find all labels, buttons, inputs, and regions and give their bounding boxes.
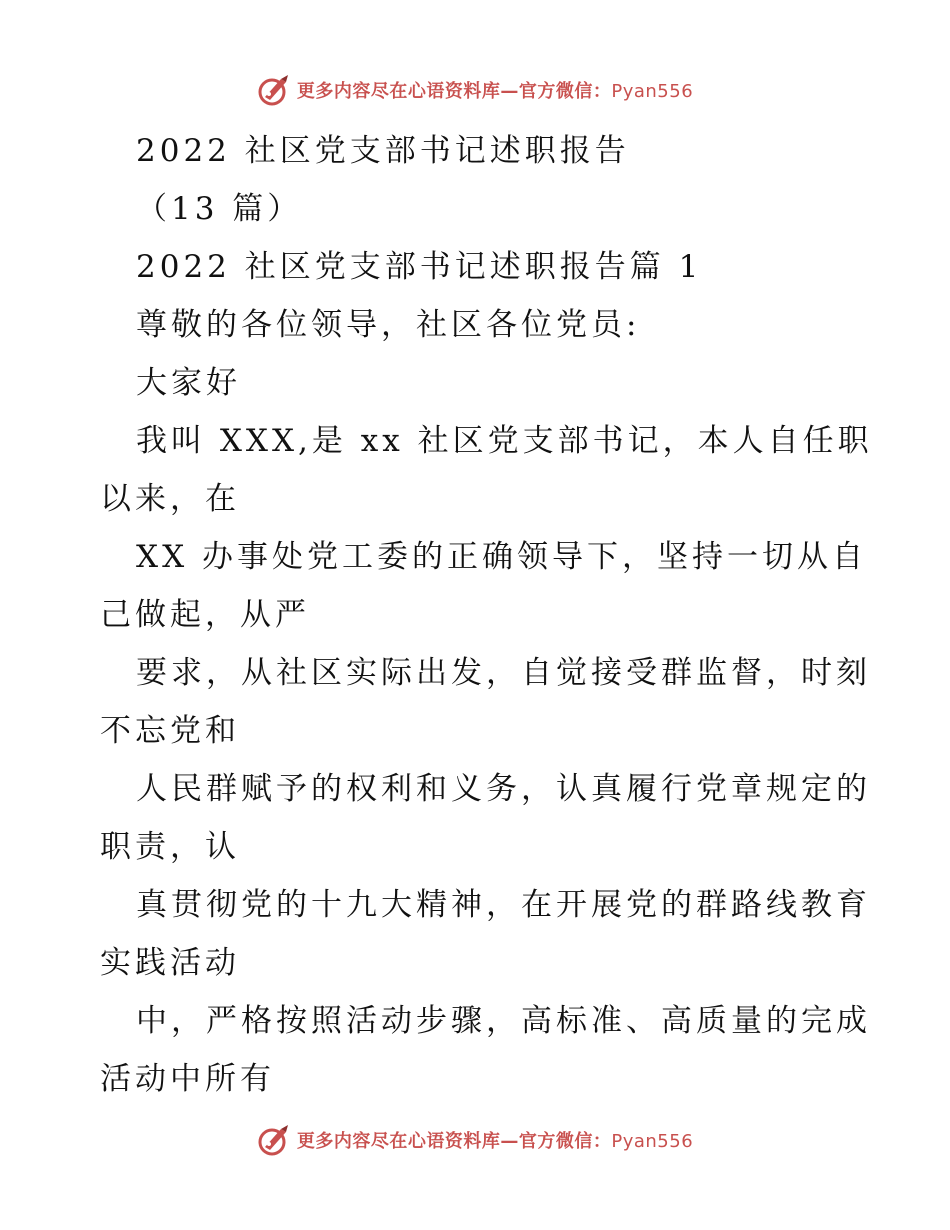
header-watermark-banner (0, 72, 950, 108)
quill-logo-icon (257, 73, 291, 107)
text-line: 中，严格按照活动步骤，高标准、高质量的完成 (136, 1003, 871, 1039)
text-line: 不忘党和 (100, 713, 240, 749)
text-line: 要求，从社区实际出发，自觉接受群监督，时刻 (136, 655, 871, 691)
text-line: XX 办事处党工委的正确领导下，坚持一切从自 (136, 539, 867, 575)
text-line: 己做起，从严 (100, 597, 310, 633)
text-line: 我叫 XXX,是 xx 社区党支部书记，本人自任职 (136, 423, 873, 459)
text-line: 真贯彻党的十九大精神，在开展党的群路线教育 (136, 887, 871, 923)
footer-watermark-banner (0, 1122, 950, 1158)
document-title-count: （13 篇） (136, 191, 303, 227)
text-line: 人民群赋予的权利和义务，认真履行党章规定的 (136, 771, 871, 807)
section-heading: 2022 社区党支部书记述职报告篇 1 (136, 249, 703, 285)
document-body (100, 122, 873, 1108)
text-line: 实践活动 (100, 945, 240, 981)
quill-logo-icon (257, 1123, 291, 1157)
text-line: 职责，认 (100, 829, 240, 865)
document-title: 2022 社区党支部书记述职报告 (136, 133, 630, 169)
text-line: 以来，在 (100, 481, 240, 517)
text-line: 活动中所有 (100, 1061, 275, 1097)
watermark-text: 更多内容尽在心语资料库—官方微信：Pyan556 (296, 81, 694, 102)
text-line: 尊敬的各位领导，社区各位党员: (136, 307, 641, 343)
watermark-text: 更多内容尽在心语资料库—官方微信：Pyan556 (296, 1131, 694, 1152)
text-line: 大家好 (136, 365, 241, 401)
paragraph (100, 296, 873, 1108)
